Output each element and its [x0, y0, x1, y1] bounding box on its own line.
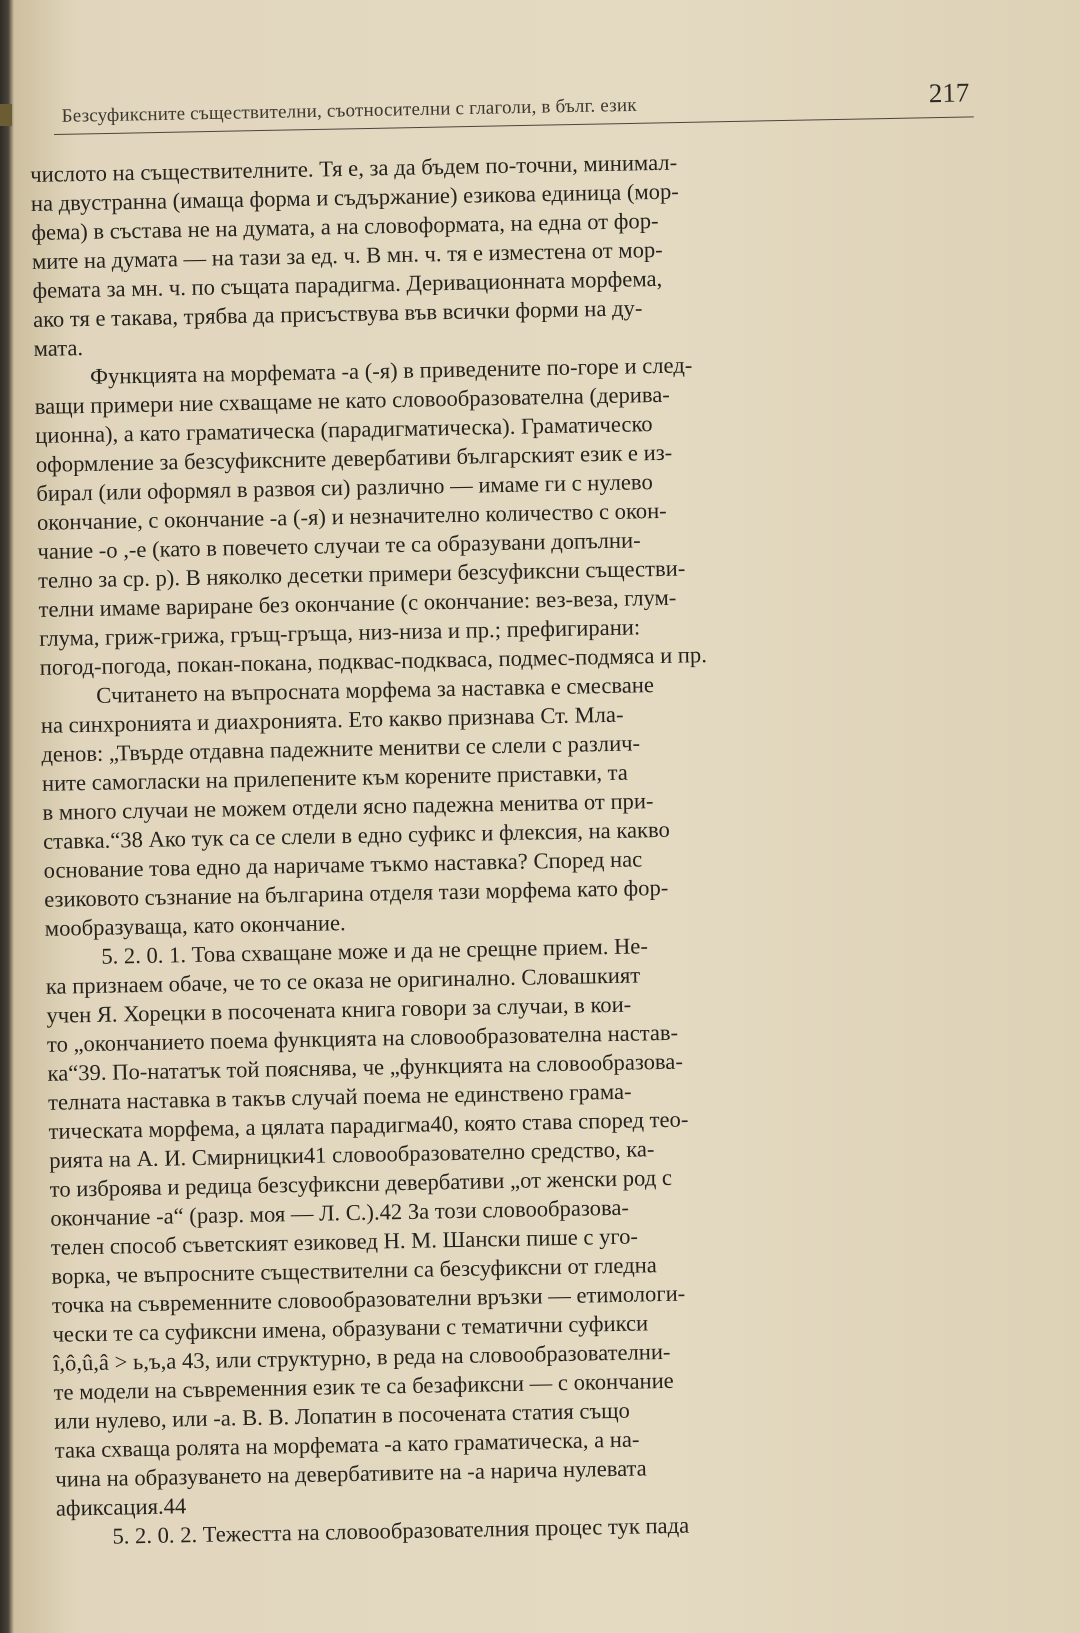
text-line: рията на А. И. Смирницки41 словообразователно средство, ка-: [48, 1136, 655, 1173]
text-line: тическата морфема, а цялата парадигма40, която става според тео-: [48, 1106, 689, 1144]
text-line: ворка, че въпросните съществителни са безсуфиксни от гледна: [51, 1252, 657, 1289]
text-line: учен Я. Хорецки в посочената книга говори за случаи, в кои-: [46, 991, 632, 1028]
book-page: [14, 0, 1080, 1633]
running-title: Безсуфиксните съществителни, съотносителни с глаголи, в бълг. език: [61, 94, 637, 127]
text-line: погод-погода, покан-покана, подквас-подкваса, подмес-подмяса и пр.: [39, 642, 708, 680]
text-line: така схваща ролята на морфемата -а като граматическа, а на-: [54, 1426, 640, 1463]
paragraph-first-line: Функцията на морфемата -а (-я) в приведените по-горе и след-: [89, 352, 693, 389]
text-line: мите на думата — на тази за ед. ч. В мн. ч. тя е изместена от мор-: [31, 236, 663, 274]
text-line: на синхронията и диахронията. Ето какво признава Ст. Мла-: [40, 701, 624, 738]
text-line: бирал (или оформял в развоя си) различно — имаме ги с нулево: [36, 469, 653, 506]
text-line: телната наставка в такъв случай поема не единствено грама-: [47, 1078, 632, 1115]
text-line: фема) в състава не на думата, а на словоформата, на една от фор-: [31, 207, 659, 245]
text-line: телно за ср. р). В няколко десетки примери безсуфиксни съществи-: [37, 555, 686, 593]
body-text: [30, 141, 1039, 1552]
text-line: телни имаме вариране без окончание (с окончание: вез-веза, глум-: [38, 584, 677, 622]
text-line: мообразуваща, като окончание.: [44, 910, 346, 941]
text-line: мата.: [33, 335, 84, 361]
text-line: чески те са суфиксни имена, образувани с тематични суфикси: [52, 1310, 649, 1347]
text-line: глума, гриж-грижа, гръщ-гръща, низ-низа и пр.; префигирани:: [38, 614, 641, 651]
text-line: в много случаи не можем отдели ясно падежна менитва от при-: [42, 788, 654, 825]
text-line: ставка.“38 Ако тук са се слели в едно суфикс и флексия, на какво: [42, 816, 670, 854]
text-line: чание -о ,-е (като в повечето случаи те са образувани допълни-: [37, 527, 641, 564]
text-line: то изброява и редица безсуфиксни девербативи „от женски род с: [49, 1164, 673, 1202]
text-line: или нулево, или -а. В. В. Лопатин в посочената статия също: [53, 1397, 631, 1434]
paragraph-first-line: Считането на въпросната морфема за наставка е смесване: [96, 672, 655, 708]
text-line: телен способ съветският езиковед Н. М. Шански пише с уго-: [50, 1223, 639, 1260]
text-line: езиковото съзнание на българина отделя тази морфема като фор-: [43, 874, 669, 912]
text-line: основание това едно да наричаме тъкмо наставка? Според нас: [43, 846, 643, 883]
text-line: ако тя е такава, трябва да присъствува във всички форми на ду-: [32, 295, 643, 332]
text-line: афиксация.44: [55, 1493, 187, 1521]
text-line: ционна), а като граматическа (парадигматическа). Граматическо: [35, 411, 653, 448]
book-spine-shadow: [0, 0, 14, 1633]
text-line: денов: „Твърде отдавна падежните менитви се слели с различ-: [41, 730, 641, 767]
text-line: чина на образуването на девербативите на -а нарича нулевата: [55, 1455, 647, 1492]
text-line: те модели на съвременния език те са безафиксни — с окончание: [53, 1367, 674, 1405]
text-line: окончание, с окончание -а (-я) и незначително количество с окон-: [36, 497, 667, 535]
text-line: оформление за безсуфиксните девербативи българският език е из-: [35, 439, 673, 477]
text-line: фемата за мн. ч. по същата парадигма. Деривационната морфема,: [32, 265, 663, 303]
text-line: на двустранна (имаща форма и съдържание) езикова единица (мор-: [30, 178, 680, 216]
page-number: 217: [928, 77, 970, 109]
text-line: ка признаем обаче, че то се оказа не оригинално. Словашкият: [45, 962, 641, 999]
text-line: точка на съвременните словообразователни връзки — етимологи-: [51, 1280, 686, 1318]
text-line: ващи примери ние схващаме не като словообразователна (дерива-: [34, 381, 671, 419]
text-line: числото на съществителните. Тя е, за да бъдем по-точни, минимал-: [30, 149, 678, 187]
section-5-2-0-1-first-line: 5. 2. 0. 1. Това схващане може и да не срещне прием. Не-: [101, 933, 649, 969]
text-line: ка“39. По-нататък той пояснява, че „функцията на словообразова-: [47, 1048, 684, 1086]
text-line: ните самогласки на прилепените към корените приставки, та: [41, 759, 629, 796]
text-line: î,ô,û,â > ь,ъ,а 43, или структурно, в реда на словообразователни-: [52, 1338, 671, 1376]
page-edge-mark: [0, 104, 12, 126]
section-5-2-0-2-first-line: 5. 2. 0. 2. Тежестта на словообразователния процес тук пада: [112, 1512, 690, 1549]
text-line: то „окончанието поема функцията на словообразователна настав-: [46, 1019, 679, 1057]
running-header: [53, 68, 974, 135]
text-line: окончание -а“ (разр. моя — Л. С.).42 За този словообразова-: [50, 1194, 630, 1231]
